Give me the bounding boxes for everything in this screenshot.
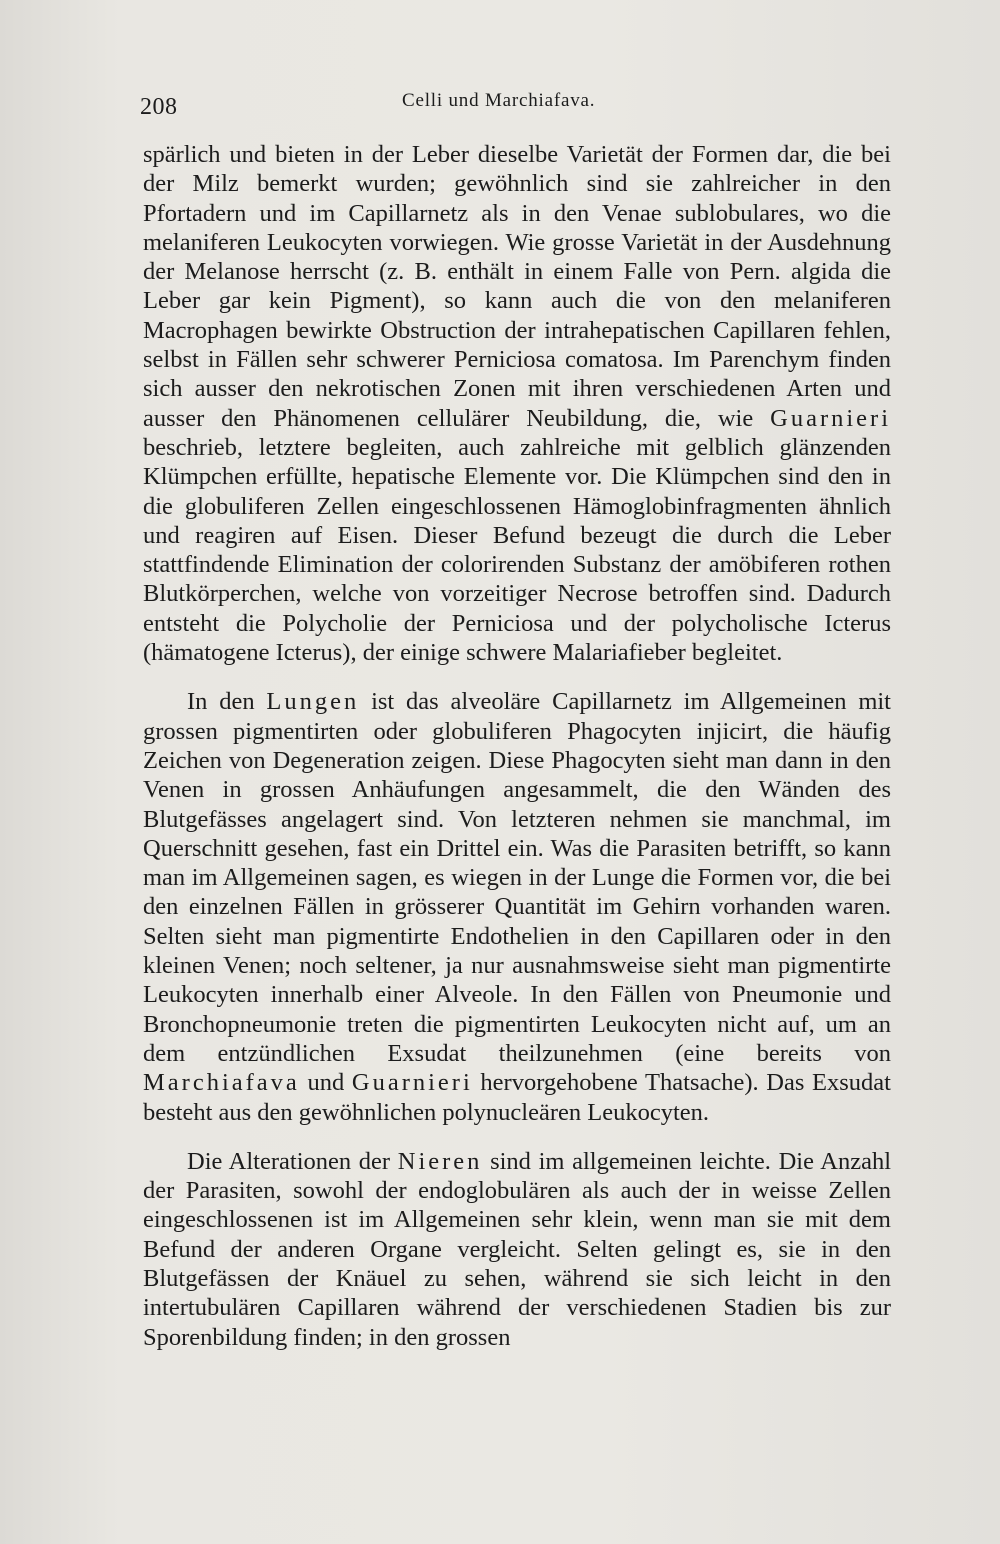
spaced-name-marchiafava: Marchiafava	[143, 1069, 300, 1097]
text-segment: sind im allgemeinen leichte. Die Anzahl der Parasiten, sowohl der endoglobulären als auch der in weisse Zellen eingeschlossenen ist im Allgemeinen sehr klein, wenn man sie mit dem Befund der anderen Organe vergleicht. Selten gelingt es, sie in den Blutgefässen der Knäuel zu sehen, während sie sich leicht in den intertubulären Capillaren während der verschiedenen Stadien bis zur Sporenbildung finden; in den grossen	[143, 1147, 891, 1351]
body-text	[143, 140, 891, 1352]
text-segment: spärlich und bieten in der Leber dieselbe Varietät der Formen dar, die bei der Milz bemerkt wurden; gewöhnlich sind sie zahlreicher in den Pfortadern und im Capillarnetz als in den Venae sublobulares, wo die melaniferen Leukocyten vorwiegen. Wie grosse Varietät in der Ausdehnung der Melanose herrscht (z. B. enthält in einem Falle von Pern. algida die Leber gar kein Pigment), so kann auch die von den melaniferen Macrophagen bewirkte Obstruction der intrahepatischen Capillaren fehlen, selbst in Fällen sehr schwerer Perniciosa comatosa. Im Parenchym finden sich ausser den nekrotischen Zonen mit ihren verschiedenen Arten und ausser den Phänomenen cellulärer Neubildung, die, wie	[143, 141, 891, 432]
text-segment: und	[299, 1069, 352, 1097]
running-head: Celli und Marchiafava.	[402, 90, 596, 111]
text-segment: In den	[187, 688, 267, 716]
spaced-term-lungen: Lungen	[266, 688, 360, 716]
spaced-name-guarnieri: Guarnieri	[770, 404, 891, 432]
paragraph-liver	[143, 140, 891, 667]
text-segment: ist das alveoläre Capillarnetz im Allgemeinen mit grossen pigmentirten oder globuliferen Phagocyten injicirt, die häufig Zeichen von Degeneration zeigen. Diese Phagocyten sieht man dann in den Venen in grossen Anhäufungen angesammelt, die den Wänden des Blutgefässes angelagert sind. Von letzteren nehmen sie manchmal, im Querschnitt gesehen, fast ein Drittel ein. Was die Parasiten betrifft, so kann man im Allgemeinen sagen, es wiegen in der Lunge die Formen vor, die bei den einzelnen Fällen in grösserer Quantität im Gehirn vorhanden waren. Selten sieht man pigmentirte Endothelien in den Capillaren oder in den kleinen Venen; noch seltener, ja nur ausnahmsweise sieht man pigmentirte Leukocyten innerhalb einer Alveole. In den Fällen von Pneumonie und Bronchopneumonie treten die pigmentirten Leukocyten nicht auf, um an dem entzündlichen Exsudat theilzunehmen (eine bereits von	[143, 688, 891, 1067]
page-number: 208	[140, 94, 178, 120]
text-segment: beschrieb, letztere begleiten, auch zahlreiche mit gelblich glänzenden Klümpchen erfüllte, hepatische Elemente vor. Die Klümpchen sind den in die globuliferen Zellen eingeschlossenen Hämoglobinfragmenten ähnlich und reagiren auf Eisen. Dieser Befund bezeugt die durch die Leber stattfindende Elimination der colorirenden Substanz der amöbiferen rothen Blutkörperchen, welche von vorzeitiger Necrose betroffen sind. Dadurch entsteht die Polycholie der Perniciosa und der polycholische Icterus (hämatogene Icterus), der einige schwere Malariafieber begleitet.	[143, 433, 891, 667]
spaced-name-guarnieri: Guarnieri	[351, 1069, 473, 1097]
text-segment: hervorgehobene Thatsache). Das Exsudat besteht aus den gewöhnlichen polynucleären Leukocyten.	[143, 1069, 891, 1126]
paragraph-lungs	[143, 687, 891, 1126]
spaced-term-nieren: Nieren	[397, 1147, 483, 1175]
text-segment: Die Alterationen der	[187, 1147, 398, 1175]
page-header	[140, 86, 888, 126]
paragraph-kidneys	[143, 1147, 891, 1352]
